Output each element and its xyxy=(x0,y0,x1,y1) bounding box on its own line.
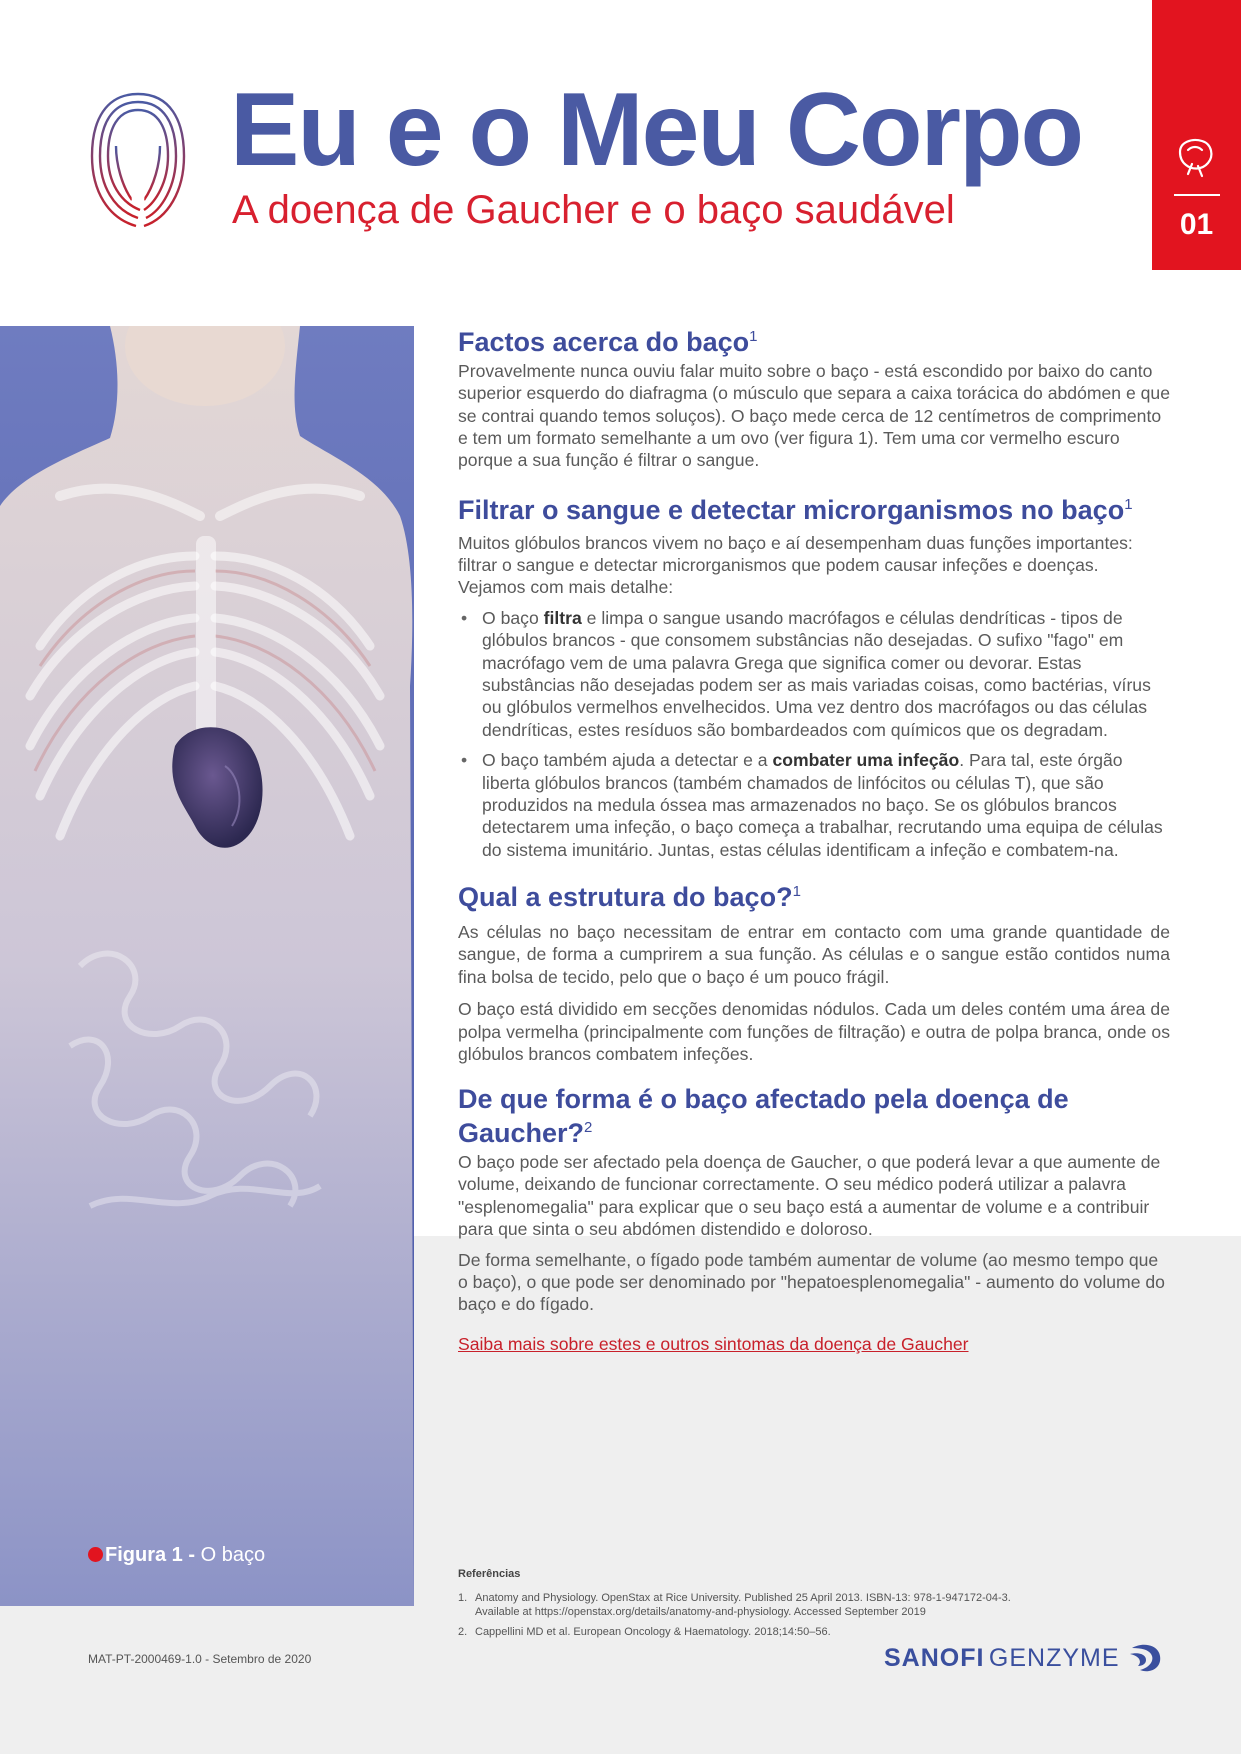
bullet-text: O baço xyxy=(482,607,544,628)
sanofi-genzyme-logo xyxy=(884,1640,1162,1676)
reference-text: Available at https://openstax.org/details/anatomy-and-physiology. Accessed September 2019 xyxy=(475,1606,926,1619)
brand-name-bold: SANOFI xyxy=(884,1644,985,1672)
reference-number: 1. xyxy=(458,1592,468,1605)
reference-item xyxy=(458,1591,1170,1619)
heading-text: De que forma é o baço afectado pela doença de Gaucher? xyxy=(458,1084,1069,1149)
reference-text: Cappellini MD et al. European Oncology & Haematology. 2018;14:50–56. xyxy=(475,1626,831,1639)
page-number: 01 xyxy=(1179,208,1214,241)
reference-marker: 2 xyxy=(584,1119,593,1137)
caption-bullet-icon xyxy=(88,1547,103,1562)
spleen-icon xyxy=(1172,132,1220,180)
reference-marker: 1 xyxy=(1124,495,1133,513)
section-paragraph: Provavelmente nunca ouviu falar muito sobre o baço - está escondido por baixo do canto superior esquerdo do diafragma (o músculo que separa a caixa torácica do abdómen e que se contrai quando temos soluços). O baço mede cerca de 12 centímetros de comprimento e tem um formato semelhante a um ovo (ver figura 1). Tem uma cor vermelho escuro porque a sua função é filtrar o sangue. xyxy=(458,360,1171,471)
section-paragraph: O baço pode ser afectado pela doença de Gaucher, o que poderá levar a que aumente de volume, deixando de funcionar correctamente. O seu médico poderá utilizar a palavra "esplenomegalia" para explicar que o seu baço está a aumentar de volume e a contribuir para que sinta o seu abdómen distendido e doloroso. xyxy=(458,1151,1161,1240)
spleen-anatomy-figure xyxy=(0,326,414,1606)
torso-illustration xyxy=(0,326,414,1606)
learn-more-link[interactable]: Saiba mais sobre estes e outros sintomas da doença de Gaucher xyxy=(458,1333,969,1354)
page-title: Eu e o Meu Corpo xyxy=(230,72,1082,188)
reference-number: 2. xyxy=(458,1626,468,1639)
section-filter-blood xyxy=(458,494,1170,861)
bullet-emphasis: filtra xyxy=(543,607,582,628)
figure-caption-text: O baço xyxy=(200,1544,266,1566)
document-code: MAT-PT-2000469-1.0 - Setembro de 2020 xyxy=(88,1652,312,1666)
reference-marker: 1 xyxy=(749,328,758,345)
section-heading xyxy=(458,881,1170,915)
figure-caption xyxy=(88,1544,265,1567)
list-item xyxy=(458,749,1170,861)
references-title: Referências xyxy=(458,1568,521,1580)
bullet-text: e limpa o sangue usando macrófagos e células dendríticas - tipos de glóbulos brancos - que consomem substâncias não desejadas. O sufixo "fago" em macrófago vem de uma palavra Grega que significa comer ou devorar. Estas substâncias não desejadas podem ser as mais variadas coisas, como bactérias, vírus ou glóbulos vermelhos envelhecidos. Uma vez dentro dos macrófagos ou das células dendríticas, estes resíduos são bombardeados com químicos que os degradam. xyxy=(482,607,1151,740)
section-heading xyxy=(458,1083,1170,1151)
bullet-emphasis: combater uma infeção xyxy=(772,750,960,771)
section-spleen-structure xyxy=(458,881,1170,1065)
heading-text: Qual a estrutura do baço? xyxy=(458,882,793,913)
page-tab xyxy=(1152,0,1241,270)
section-gaucher-effect xyxy=(458,1083,1170,1315)
section-paragraph: As células no baço necessitam de entrar em contacto com uma grande quantidade de sangue, de forma a cumprirem a sua função. As células e o sangue estão contidos numa fina bolsa de tecido, pelo que o baço é um pouco frágil. xyxy=(458,921,1170,987)
section-paragraph: Muitos glóbulos brancos vivem no baço e aí desempenham duas funções importantes: filtrar o sangue e detectar microrganismos que podem causar infeções e doenças. Vejamos com mais detalhe: xyxy=(458,532,1133,598)
section-paragraph: De forma semelhante, o fígado pode também aumentar de volume (ao mesmo tempo que o baço), o que pode ser denominado por "hepatoesplenomegalia" - aumento do volume do baço e do fígado. xyxy=(458,1249,1165,1315)
brand-name-light: GENZYME xyxy=(988,1644,1120,1672)
tab-divider xyxy=(1174,194,1220,196)
reference-text: Anatomy and Physiology. OpenStax at Rice University. Published 25 April 2013. ISBN-13: 978-1-947172-04-3. xyxy=(475,1592,1011,1605)
section-heading xyxy=(458,326,1170,360)
reference-item xyxy=(458,1625,1170,1639)
heading-text: Filtrar o sangue e detectar microrganismos no baço xyxy=(458,494,1125,525)
bullet-list xyxy=(458,607,1170,861)
references xyxy=(458,1563,1170,1645)
section-paragraph: O baço está dividido em secções denomidas nódulos. Cada um deles contém uma área de polpa vermelha (principalmente com funções de filtração) e outra de polpa branca, onde os glóbulos brancos combatem infeções. xyxy=(458,999,1170,1064)
reference-marker: 1 xyxy=(792,883,801,901)
article-body xyxy=(458,326,1170,1355)
heading-text: Factos acerca do baço xyxy=(458,327,750,357)
list-item xyxy=(458,607,1170,741)
section-spleen-facts xyxy=(458,326,1170,472)
section-heading xyxy=(458,494,1170,528)
bullet-text: . Para tal, este órgão liberta glóbulos brancos (também chamados de linfócitos ou células T), que são produzidos na medula óssea mas armazenados no baço. Se os glóbulos brancos detectarem uma infeção, o baço começa a trabalhar, recrutando uma equipa de células do sistema imunitário. Juntas, estas células identificam a infeção e combatem-na. xyxy=(482,750,1163,860)
sanofi-swirl-icon xyxy=(1128,1640,1162,1674)
page-subtitle: A doença de Gaucher e o baço saudável xyxy=(232,188,955,232)
fingerprint-body-icon xyxy=(86,86,190,232)
figure-caption-label: Figura 1 - xyxy=(105,1544,196,1566)
bullet-text: O baço também ajuda a detectar e a xyxy=(482,750,773,771)
